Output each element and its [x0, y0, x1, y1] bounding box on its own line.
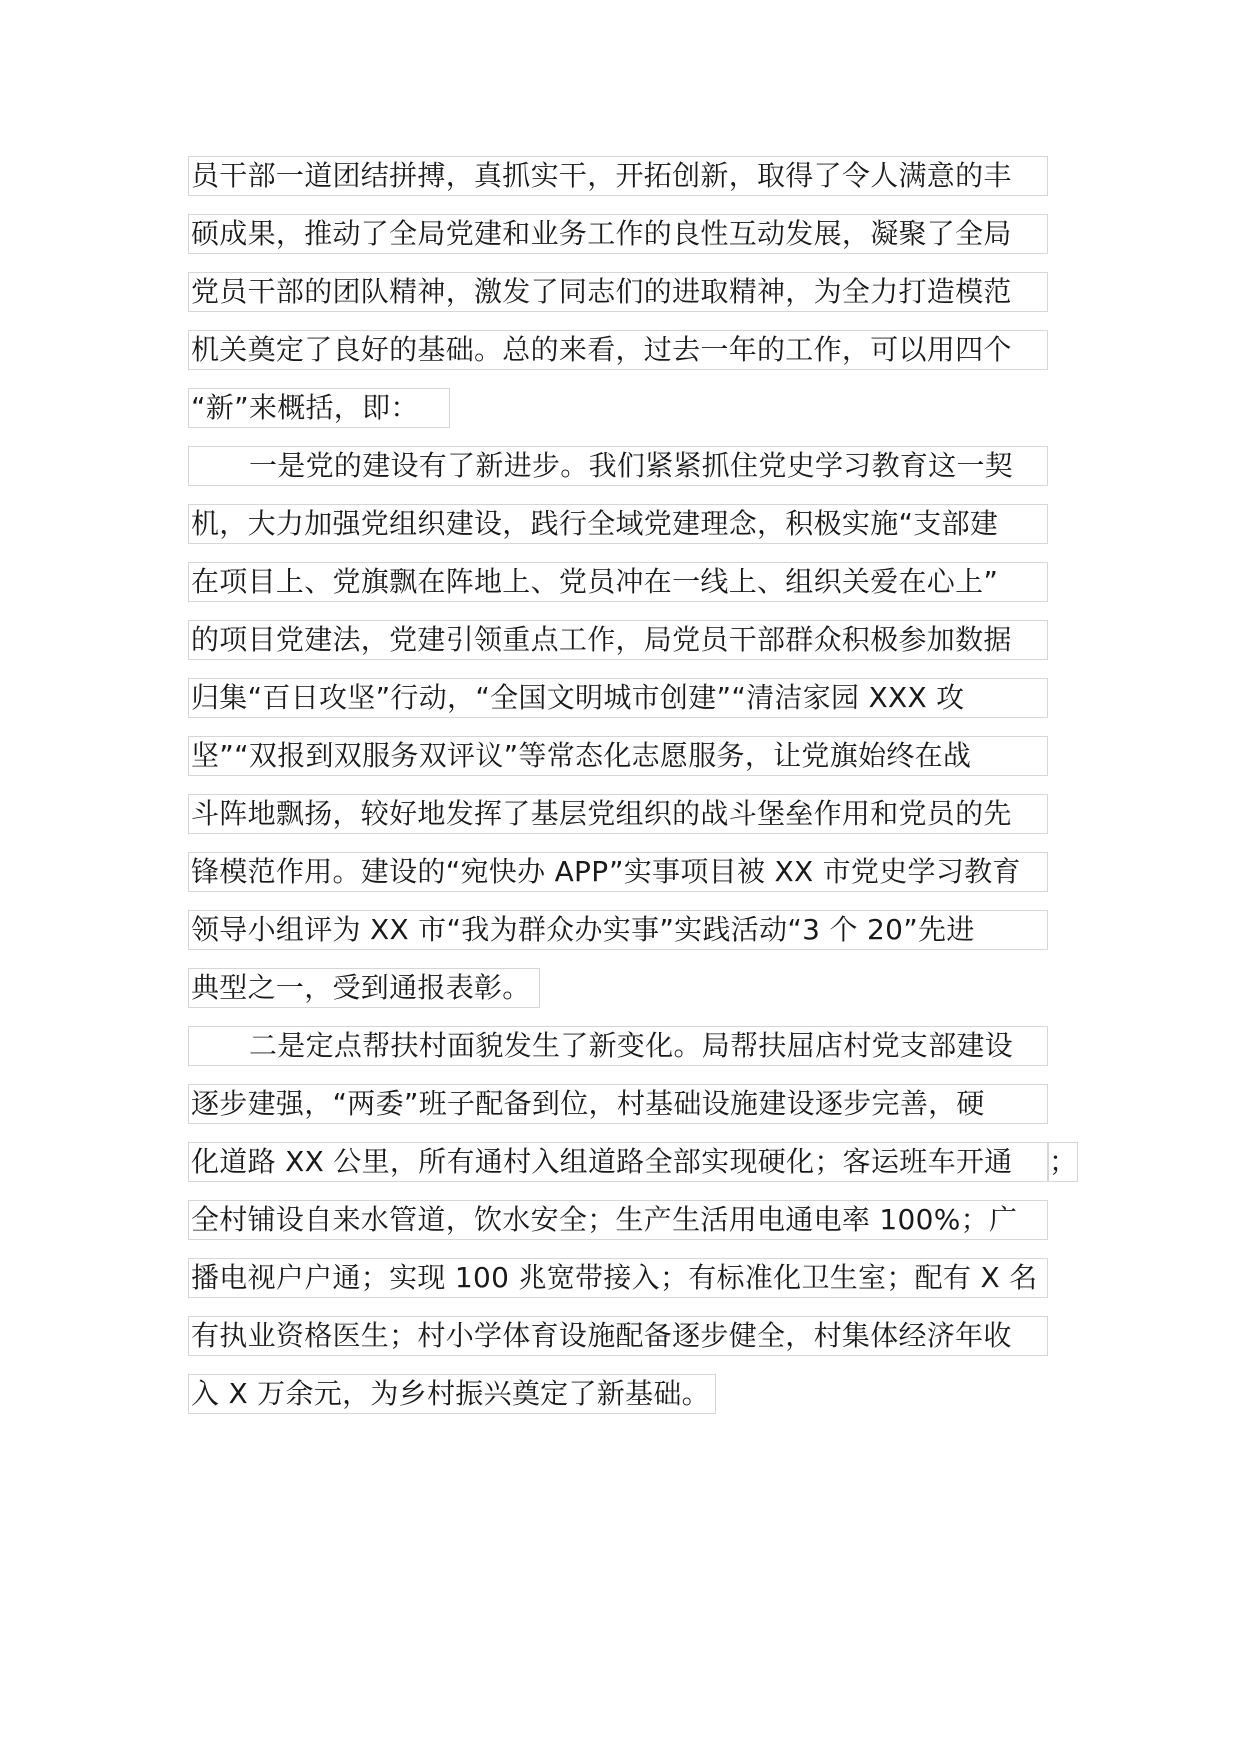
- overflow-punctuation: ；: [1048, 1142, 1078, 1182]
- text-line: 领导小组评为 XX 市“我为群众办实事”实践活动“3 个 20”先进: [188, 910, 1048, 950]
- text-line: 硕成果，推动了全局党建和业务工作的良性互动发展，凝聚了全局: [188, 214, 1048, 254]
- text-line: 锋模范作用。建设的“宛快办 APP”实事项目被 XX 市党史学习教育: [188, 852, 1048, 892]
- text-line: 典型之一，受到通报表彰。: [188, 968, 540, 1008]
- text-line: 员干部一道团结拼搏，真抓实干，开拓创新，取得了令人满意的丰: [188, 156, 1048, 196]
- text-line: 全村铺设自来水管道，饮水安全；生产生活用电通电率 100%；广: [188, 1200, 1048, 1240]
- text-line: 斗阵地飘扬，较好地发挥了基层党组织的战斗堡垒作用和党员的先: [188, 794, 1048, 834]
- text-line: 播电视户户通；实现 100 兆宽带接入；有标准化卫生室；配有 X 名: [188, 1258, 1048, 1298]
- text-line: 坚”“双报到双服务双评议”等常态化志愿服务，让党旗始终在战: [188, 736, 1048, 776]
- text-line: 逐步建强，“两委”班子配备到位，村基础设施建设逐步完善，硬: [188, 1084, 1048, 1124]
- text-line: 有执业资格医生；村小学体育设施配备逐步健全，村集体经济年收: [188, 1316, 1048, 1356]
- text-line: 化道路 XX 公里，所有通村入组道路全部实现硬化；客运班车开通: [188, 1142, 1048, 1182]
- text-line: “新”来概括，即：: [188, 388, 450, 428]
- text-line: 归集“百日攻坚”行动，“全国文明城市创建”“清洁家园 XXX 攻: [188, 678, 1048, 718]
- text-line: 入 X 万余元，为乡村振兴奠定了新基础。: [188, 1374, 716, 1414]
- paragraph-first-line: 一是党的建设有了新进步。我们紧紧抓住党史学习教育这一契: [188, 446, 1048, 486]
- text-line: 党员干部的团队精神，激发了同志们的进取精神，为全力打造模范: [188, 272, 1048, 312]
- text-line: 机，大力加强党组织建设，践行全域党建理念，积极实施“支部建: [188, 504, 1048, 544]
- text-line: 的项目党建法，党建引领重点工作，局党员干部群众积极参加数据: [188, 620, 1048, 660]
- text-line: 机关奠定了良好的基础。总的来看，过去一年的工作，可以用四个: [188, 330, 1048, 370]
- text-line: 在项目上、党旗飘在阵地上、党员冲在一线上、组织关爱在心上”: [188, 562, 1048, 602]
- paragraph-first-line: 二是定点帮扶村面貌发生了新变化。局帮扶屈店村党支部建设: [188, 1026, 1048, 1066]
